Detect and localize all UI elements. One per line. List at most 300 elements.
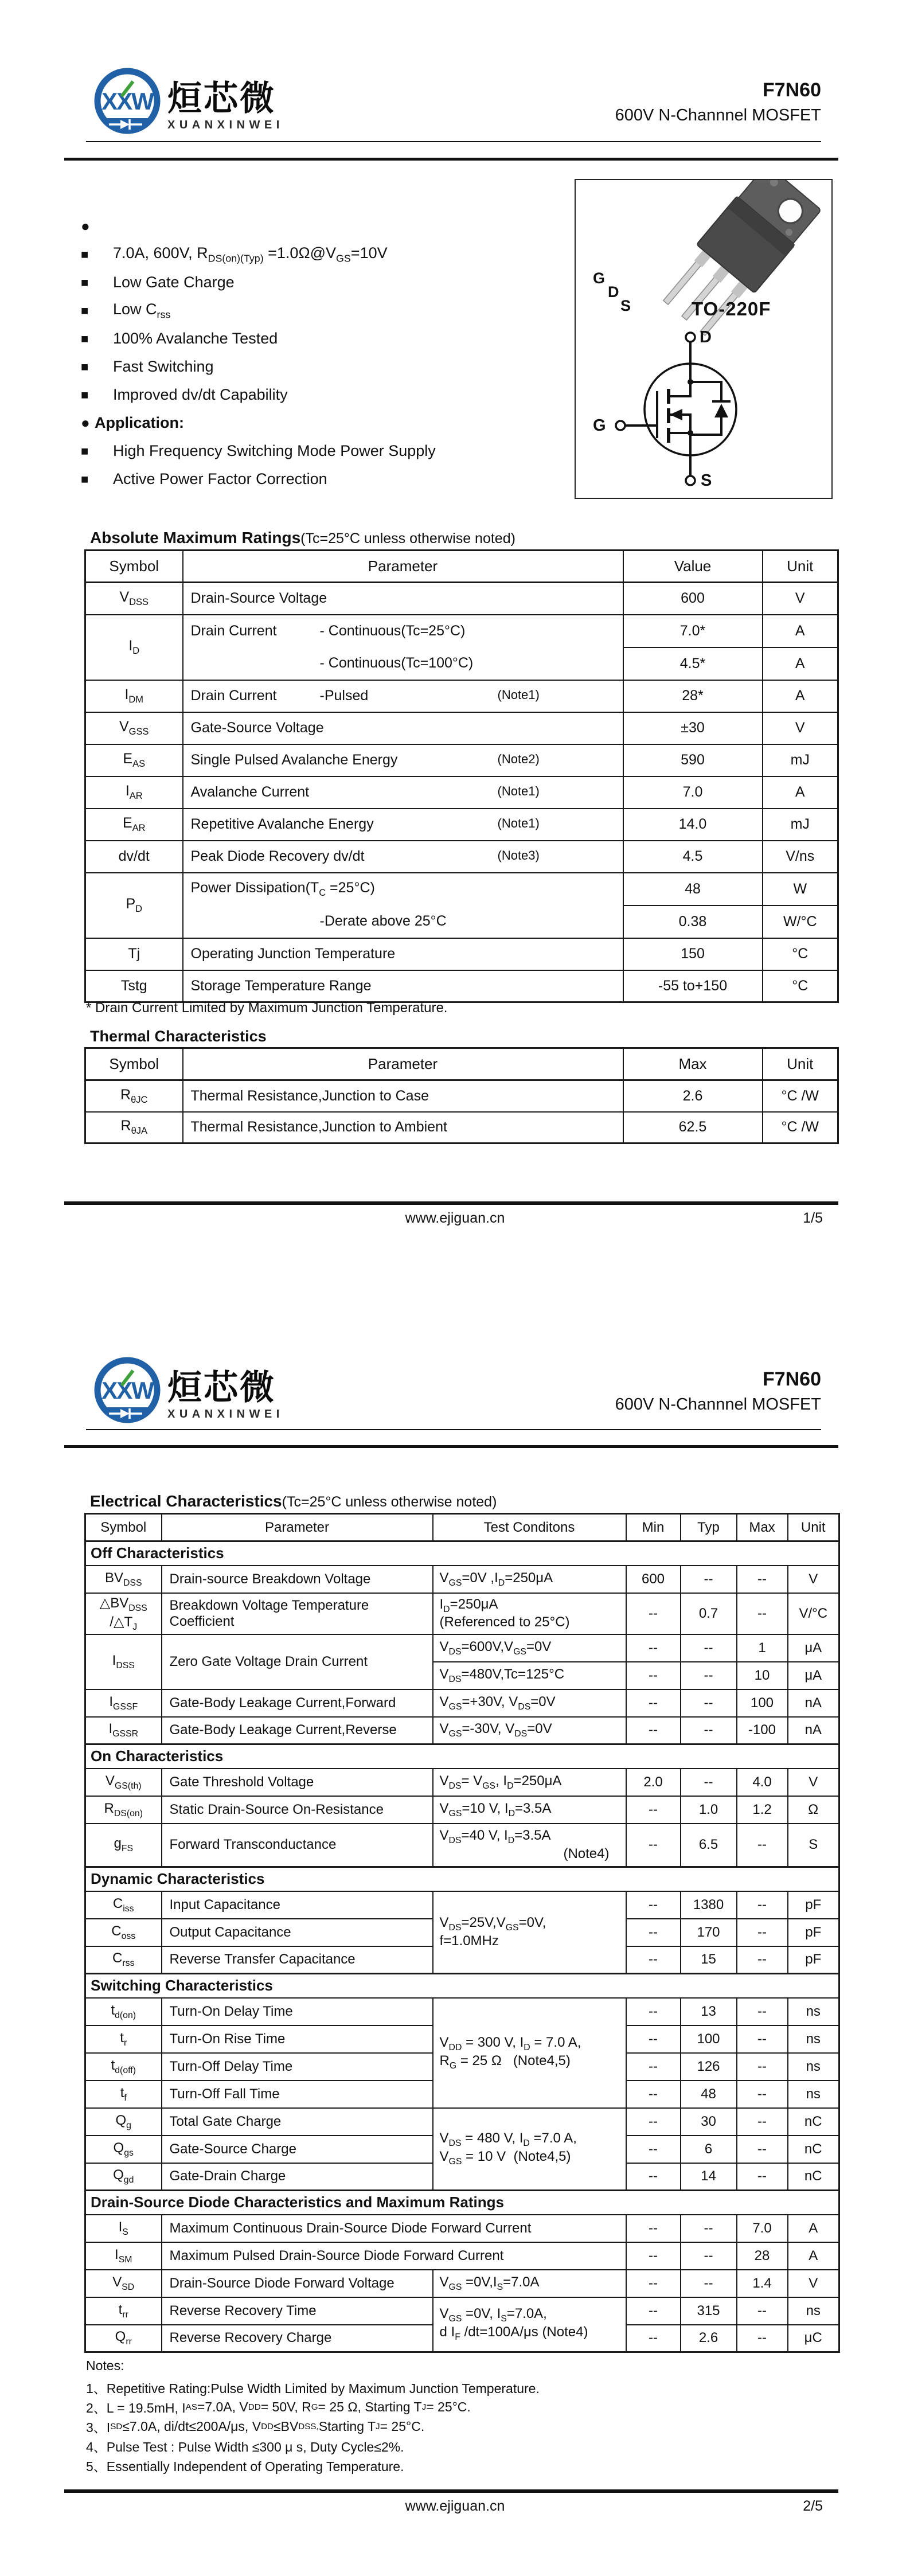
cell-typ: --: [681, 2270, 737, 2297]
cell-unit: °C /W: [763, 1080, 838, 1112]
divider-line: [64, 158, 838, 161]
cell-max: 10: [737, 1662, 788, 1689]
cell-symbol: $I_{AR}$: [85, 776, 183, 809]
divider-line: [64, 1445, 838, 1448]
column-header: Min: [626, 1514, 681, 1541]
cell-min: --: [626, 1593, 681, 1634]
cell-parameter: Drain Current -Pulsed (Note1): [183, 680, 623, 712]
square-bullet-icon: ■: [81, 275, 89, 290]
cell-symbol: $t_{d(off)}$: [85, 2053, 162, 2081]
cell-test-conditions: $V_{DD} = 300$ V, $I_D = 7.0$ A, $R_G = 25$ Ω (Note4,5): [433, 1998, 626, 2108]
cell-symbol: $C_{iss}$: [85, 1891, 162, 1919]
cell-unit: μC: [788, 2325, 839, 2352]
cell-value: -55 to+150: [623, 970, 763, 1002]
doc-title-block: [615, 79, 821, 125]
cell-symbol: $E_{AR}$: [85, 809, 183, 841]
cell-unit: nA: [788, 1689, 839, 1717]
cell-max: 1: [737, 1634, 788, 1662]
package-name-label: TO-220F: [692, 298, 771, 319]
logo-graphic: [92, 67, 163, 138]
section-row: [85, 1744, 839, 1769]
section-row: [85, 2191, 839, 2215]
logo-graphic: [92, 1356, 163, 1427]
cell-symbol: $Q_g$: [85, 2108, 162, 2136]
cell-unit: nC: [788, 2136, 839, 2163]
cell-min: --: [626, 2297, 681, 2325]
cell-parameter: Total Gate Charge: [162, 2108, 433, 2136]
cell-min: --: [626, 2108, 681, 2136]
footer-page-number: 2/5: [803, 2498, 823, 2514]
cell-symbol: $g_{FS}$: [85, 1824, 162, 1867]
cell-symbol: $V_{GSS}$: [85, 712, 183, 744]
cell-parameter: Maximum Pulsed Drain-Source Diode Forward Current: [162, 2242, 626, 2270]
feature-item: [81, 268, 563, 296]
table-row: [85, 712, 838, 744]
cell-min: --: [626, 1717, 681, 1744]
column-header: Test Conditons: [433, 1514, 626, 1541]
header-row: [85, 551, 838, 583]
column-header: Parameter: [162, 1514, 433, 1541]
table-row: [85, 1689, 839, 1717]
pin-label-g: G: [593, 270, 606, 287]
table-row: [85, 2297, 839, 2325]
cell-value: ±30: [623, 712, 763, 744]
cell-symbol: $Q_{gd}$: [85, 2163, 162, 2191]
cell-unit: A: [788, 2215, 839, 2242]
cell-typ: --: [681, 1566, 737, 1593]
cell-parameter: Static Drain-Source On-Resistance: [162, 1796, 433, 1824]
cell-max: 1.2: [737, 1796, 788, 1824]
cell-unit: A: [763, 615, 838, 647]
cell-max: --: [737, 1891, 788, 1919]
section-row: [85, 1867, 839, 1891]
elec-table: [84, 1513, 840, 2353]
cell-unit: μA: [788, 1634, 839, 1662]
cell-typ: --: [681, 1662, 737, 1689]
cell-unit: A: [763, 680, 838, 712]
column-header: Parameter: [183, 1048, 623, 1080]
table-row: [85, 2270, 839, 2297]
table-row: [85, 1769, 839, 1796]
column-header: Symbol: [85, 1048, 183, 1080]
brand-text: [167, 80, 284, 132]
cell-typ: 100: [681, 2025, 737, 2053]
cell-test-conditions: $I_D=250\mu A$ (Referenced to 25°C): [433, 1593, 626, 1634]
cell-typ: --: [681, 2242, 737, 2270]
symbol-label-d: D: [700, 328, 712, 346]
cell-max: --: [737, 2053, 788, 2081]
feature-text: Low Gate Charge: [113, 274, 235, 291]
column-header: Unit: [763, 551, 838, 583]
application-item: [81, 465, 563, 493]
cell-symbol: $E_{AS}$: [85, 744, 183, 776]
cell-unit: mJ: [763, 809, 838, 841]
cell-parameter: Breakdown Voltage Temperature Coefficient: [162, 1593, 433, 1634]
cell-unit: ns: [788, 2081, 839, 2108]
cell-parameter: Input Capacitance: [162, 1891, 433, 1919]
note-item: 3、I SD ≤7.0A, di/dt≤200A/μs, V DD ≤BV DSS, Starting T J = 25°C.: [86, 2418, 425, 2435]
feature-text: 100% Avalanche Tested: [113, 330, 278, 347]
application-text: Active Power Factor Correction: [113, 470, 327, 487]
cell-symbol: $t_{d(on)}$: [85, 1998, 162, 2025]
cell-test-conditions: $V_{DS}=600V,V_{GS}=0V$: [433, 1634, 626, 1662]
cell-max: --: [737, 1919, 788, 1946]
column-header: Symbol: [85, 1514, 162, 1541]
cell-symbol: Tj: [85, 938, 183, 970]
cell-test-conditions: $V_{GS}=-30V$, $V_{DS}=0V$: [433, 1717, 626, 1744]
cell-typ: 6: [681, 2136, 737, 2163]
cell-typ: 170: [681, 1919, 737, 1946]
cell-max: --: [737, 1593, 788, 1634]
table-row: [85, 938, 838, 970]
cell-symbol: $V_{GS(th)}$: [85, 1769, 162, 1796]
cell-max: 2.6: [623, 1080, 763, 1112]
feature-text: Fast Switching: [113, 358, 214, 375]
brand-english: XUANXINWEI: [167, 1408, 284, 1420]
elec-title-note: (Tc=25°C unless otherwise noted): [282, 1494, 497, 1510]
header-row: [85, 1048, 838, 1080]
cell-symbol: $C_{rss}$: [85, 1946, 162, 1974]
header-row: [85, 1514, 839, 1541]
table-row: [85, 1796, 839, 1824]
cell-parameter: Thermal Resistance,Junction to Ambient: [183, 1112, 623, 1143]
cell-max: 4.0: [737, 1769, 788, 1796]
table-row: [85, 615, 838, 647]
cell-unit: V/°C: [788, 1593, 839, 1634]
cell-min: --: [626, 1689, 681, 1717]
cell-parameter: Drain-source Breakdown Voltage: [162, 1566, 433, 1593]
cell-symbol: $Q_{gs}$: [85, 2136, 162, 2163]
cell-unit: ns: [788, 1998, 839, 2025]
cell-min: --: [626, 2081, 681, 2108]
section-title: Dynamic Characteristics: [85, 1867, 839, 1891]
feature-text: 7.0A, 600V, $R_{DS(on)(Typ)}$ $=1.0\Omega@V_{GS}=10V$: [113, 244, 388, 264]
divider-line: [86, 141, 821, 142]
cell-value: 0.38: [623, 905, 763, 938]
note-item: 5、Essentially Independent of Operating Temperature.: [86, 2458, 404, 2474]
cell-unit: ns: [788, 2297, 839, 2325]
company-logo: [92, 1356, 163, 1430]
feature-text: Improved dv/dt Capability: [113, 386, 288, 403]
table-row: [85, 680, 838, 712]
cell-typ: --: [681, 1634, 737, 1662]
square-bullet-icon: ■: [81, 443, 89, 458]
footer-divider: [64, 1201, 838, 1205]
table-row: [85, 1566, 839, 1593]
cell-unit: V: [788, 1566, 839, 1593]
cell-unit: ns: [788, 2025, 839, 2053]
cell-symbol: $t_f$: [85, 2081, 162, 2108]
section-title: Drain-Source Diode Characteristics and Maximum Ratings: [85, 2191, 839, 2215]
cell-typ: --: [681, 1717, 737, 1744]
cell-min: --: [626, 1891, 681, 1919]
symbol-label-g: G: [593, 416, 606, 435]
cell-typ: 15: [681, 1946, 737, 1974]
cell-parameter: Peak Diode Recovery dv/dt (Note3): [183, 841, 623, 873]
section-title: On Characteristics: [85, 1744, 839, 1769]
cell-test-conditions: $V_{DS}=40$ V, $I_D=3.5A$ (Note4): [433, 1824, 626, 1867]
abs-max-title-bold: Absolute Maximum Ratings: [90, 529, 301, 547]
cell-typ: --: [681, 1769, 737, 1796]
cell-parameter: Reverse Recovery Charge: [162, 2325, 433, 2352]
abs-max-title: [90, 529, 515, 547]
cell-symbol: $I_D$: [85, 615, 183, 680]
column-header: Unit: [763, 1048, 838, 1080]
cell-max: --: [737, 2136, 788, 2163]
cell-unit: A: [763, 776, 838, 809]
cell-symbol: $I_S$: [85, 2215, 162, 2242]
cell-parameter: Repetitive Avalanche Energy (Note1): [183, 809, 623, 841]
cell-symbol: $t_{rr}$: [85, 2297, 162, 2325]
note-item: 2、L = 19.5mH, I AS =7.0A, V DD = 50V, R G = 25 Ω, Starting T J = 25°C.: [86, 2399, 471, 2415]
cell-parameter: Operating Junction Temperature: [183, 938, 623, 970]
table-row: [85, 776, 838, 809]
cell-value: 28*: [623, 680, 763, 712]
cell-test-conditions: $V_{DS}=25V,V_{GS}=0V$, f=1.0MHz: [433, 1891, 626, 1974]
cell-max: --: [737, 2325, 788, 2352]
cell-parameter: Single Pulsed Avalanche Energy (Note2): [183, 744, 623, 776]
table-row: [85, 873, 838, 905]
feature-item: [81, 353, 563, 381]
cell-parameter: Turn-On Rise Time: [162, 2025, 433, 2053]
notes-list: [86, 2378, 803, 2475]
cell-symbol: $V_{SD}$: [85, 2270, 162, 2297]
cell-test-conditions: $V_{DS}=480V,Tc=125^\circ C$: [433, 1662, 626, 1689]
cell-unit: pF: [788, 1946, 839, 1974]
cell-symbol: $I_{DM}$: [85, 680, 183, 712]
cell-symbol: $I_{GSSF}$: [85, 1689, 162, 1717]
table-row: [85, 1998, 839, 2025]
cell-min: 2.0: [626, 1769, 681, 1796]
cell-test-conditions: $V_{DS}= V_{GS}$, $I_D=250\mu A$: [433, 1769, 626, 1796]
part-number: F7N60: [762, 1368, 821, 1390]
cell-unit: mJ: [763, 744, 838, 776]
brand-text: [167, 1369, 284, 1421]
cell-parameter: Gate-Source Charge: [162, 2136, 433, 2163]
cell-typ: 48: [681, 2081, 737, 2108]
symbol-label-s: S: [701, 471, 712, 490]
cell-min: --: [626, 1946, 681, 1974]
cell-min: 600: [626, 1566, 681, 1593]
cell-symbol: $\triangle BV_{DSS}$ $/\triangle T_J$: [85, 1593, 162, 1634]
table-row: [85, 1112, 838, 1143]
cell-symbol: $R_{DS(on)}$: [85, 1796, 162, 1824]
table-row: [85, 841, 838, 873]
table-row: [85, 1634, 839, 1662]
cell-symbol: $I_{GSSR}$: [85, 1717, 162, 1744]
note-item: 4、Pulse Test : Pulse Width ≤300 μ s, Duty Cycle≤2%.: [86, 2439, 404, 2454]
cell-unit: V: [788, 1769, 839, 1796]
cell-max: --: [737, 1824, 788, 1867]
square-bullet-icon: ■: [81, 359, 89, 374]
cell-min: --: [626, 1998, 681, 2025]
cell-parameter: Turn-Off Fall Time: [162, 2081, 433, 2108]
cell-value: 150: [623, 938, 763, 970]
cell-unit: W/°C: [763, 905, 838, 938]
cell-min: --: [626, 2325, 681, 2352]
cell-typ: --: [681, 2215, 737, 2242]
cell-test-conditions: $V_{GS} =0V,I_S=7.0A$: [433, 2270, 626, 2297]
cell-parameter: Storage Temperature Range: [183, 970, 623, 1002]
cell-parameter: Power $Dissipation(T_C =25^\circ C)$ -Derate above 25°C: [183, 873, 623, 938]
cell-unit: V: [763, 583, 838, 615]
elec-title-bold: Electrical Characteristics: [90, 1492, 282, 1510]
cell-unit: nC: [788, 2108, 839, 2136]
cell-unit: ns: [788, 2053, 839, 2081]
pin-label-s: S: [620, 297, 631, 314]
doc-subtitle: 600V N-Channnel MOSFET: [615, 1395, 821, 1414]
cell-symbol: $R_{\theta JC}$: [85, 1080, 183, 1112]
cell-parameter: Drain-Source Voltage: [183, 583, 623, 615]
table-row: [85, 744, 838, 776]
application-item: [81, 437, 563, 465]
bullet-icon: ●: [81, 217, 90, 235]
cell-max: 100: [737, 1689, 788, 1717]
part-number: F7N60: [762, 79, 821, 101]
cell-value: 7.0: [623, 776, 763, 809]
cell-unit: nC: [788, 2163, 839, 2191]
cell-typ: 1380: [681, 1891, 737, 1919]
cell-unit: nA: [788, 1717, 839, 1744]
feature-item: [81, 240, 563, 268]
cell-value: 4.5: [623, 841, 763, 873]
elec-title: [90, 1492, 497, 1511]
cell-typ: 14: [681, 2163, 737, 2191]
cell-min: --: [626, 2215, 681, 2242]
thermal-title: Thermal Characteristics: [90, 1028, 267, 1045]
divider-line: [86, 1429, 821, 1430]
cell-typ: 13: [681, 1998, 737, 2025]
cell-typ: 30: [681, 2108, 737, 2136]
table-row: [85, 2108, 839, 2136]
cell-unit: S: [788, 1824, 839, 1867]
cell-min: --: [626, 1919, 681, 1946]
feature-item: [81, 381, 563, 409]
cell-value: 590: [623, 744, 763, 776]
doc-title-block: [615, 1368, 821, 1414]
features-list: [81, 212, 563, 493]
notes-label: Notes:: [86, 2358, 124, 2373]
table-row: [85, 1824, 839, 1867]
table-row: [85, 970, 838, 1002]
logo-mark: XXW: [101, 1377, 153, 1404]
feature-item: [81, 296, 563, 325]
cell-max: -100: [737, 1717, 788, 1744]
cell-parameter: Thermal Resistance,Junction to Case: [183, 1080, 623, 1112]
cell-typ: --: [681, 1689, 737, 1717]
table-row: [85, 1593, 839, 1634]
cell-symbol: $I_{SM}$: [85, 2242, 162, 2270]
cell-unit: V: [763, 712, 838, 744]
cell-min: --: [626, 1634, 681, 1662]
application-text: High Frequency Switching Mode Power Supply: [113, 442, 436, 459]
cell-max: --: [737, 1566, 788, 1593]
cell-parameter: Zero Gate Voltage Drain Current: [162, 1634, 433, 1689]
cell-test-conditions: $V_{GS}=+30V$, $V_{DS}=0V$: [433, 1689, 626, 1717]
column-header: Value: [623, 551, 763, 583]
cell-max: --: [737, 1998, 788, 2025]
section-title: Switching Characteristics: [85, 1974, 839, 1998]
cell-min: --: [626, 2270, 681, 2297]
cell-value: 14.0: [623, 809, 763, 841]
cell-parameter: Gate-Body Leakage Current,Reverse: [162, 1717, 433, 1744]
cell-typ: 0.7: [681, 1593, 737, 1634]
thermal-table: [84, 1047, 839, 1144]
cell-min: --: [626, 2163, 681, 2191]
cell-typ: 1.0: [681, 1796, 737, 1824]
cell-min: --: [626, 2053, 681, 2081]
column-header: Max: [623, 1048, 763, 1080]
cell-symbol: $R_{\theta JA}$: [85, 1112, 183, 1143]
cell-parameter: Reverse Transfer Capacitance: [162, 1946, 433, 1974]
bullet-icon: ●: [81, 414, 90, 431]
cell-parameter: Forward Transconductance: [162, 1824, 433, 1867]
brand-english: XUANXINWEI: [167, 119, 284, 131]
cell-symbol: $P_D$: [85, 873, 183, 938]
package-box: [575, 179, 833, 499]
application-label-row: [81, 409, 563, 437]
column-header: Parameter: [183, 551, 623, 583]
cell-unit: μA: [788, 1662, 839, 1689]
cell-parameter: Reverse Recovery Time: [162, 2297, 433, 2325]
cell-max: --: [737, 2108, 788, 2136]
logo-mark: XXW: [101, 88, 153, 115]
section-row: [85, 1974, 839, 1998]
cell-min: --: [626, 1796, 681, 1824]
note-item: 1、Repetitive Rating:Pulse Width Limited by Maximum Junction Temperature.: [86, 2380, 540, 2396]
cell-symbol: Tstg: [85, 970, 183, 1002]
cell-max: 7.0: [737, 2215, 788, 2242]
cell-parameter: Gate-Drain Charge: [162, 2163, 433, 2191]
cell-symbol: dv/dt: [85, 841, 183, 873]
cell-unit: °C: [763, 970, 838, 1002]
abs-max-table: [84, 549, 839, 1003]
table-row: [85, 1891, 839, 1919]
cell-unit: °C: [763, 938, 838, 970]
cell-max: --: [737, 1946, 788, 1974]
cell-parameter: Gate Threshold Voltage: [162, 1769, 433, 1796]
cell-unit: A: [788, 2242, 839, 2270]
cell-parameter: Gate-Source Voltage: [183, 712, 623, 744]
company-logo: [92, 67, 163, 140]
cell-typ: 126: [681, 2053, 737, 2081]
footer-page-number: 1/5: [803, 1210, 823, 1226]
table-row: [85, 1717, 839, 1744]
cell-unit: Ω: [788, 1796, 839, 1824]
table-row: [85, 2215, 839, 2242]
cell-value: 600: [623, 583, 763, 615]
cell-typ: 2.6: [681, 2325, 737, 2352]
cell-max: 28: [737, 2242, 788, 2270]
column-header: Symbol: [85, 551, 183, 583]
table-row: [85, 1080, 838, 1112]
cell-unit: pF: [788, 1919, 839, 1946]
cell-symbol: $C_{oss}$: [85, 1919, 162, 1946]
cell-symbol: $Q_{rr}$: [85, 2325, 162, 2352]
cell-test-conditions: $V_{GS} =0V$, $I_S=7.0A$, d $I_F$ /dt=100A/μs (Note4): [433, 2297, 626, 2352]
footer-website: www.ejiguan.cn: [405, 2498, 505, 2514]
cell-unit: °C /W: [763, 1112, 838, 1143]
doc-subtitle: 600V N-Channnel MOSFET: [615, 106, 821, 124]
square-bullet-icon: ■: [81, 387, 89, 402]
abs-max-title-note: (Tc=25°C unless otherwise noted): [300, 530, 515, 547]
cell-unit: V/ns: [763, 841, 838, 873]
cell-parameter: Avalanche Current (Note1): [183, 776, 623, 809]
feature-item: [81, 325, 563, 353]
cell-parameter: Turn-On Delay Time: [162, 1998, 433, 2025]
cell-test-conditions: $V_{DS} = 480$ V, $I_D =7.0$ A, $V_{GS} = 10$ V (Note4,5): [433, 2108, 626, 2191]
mosfet-symbol: [616, 333, 736, 485]
